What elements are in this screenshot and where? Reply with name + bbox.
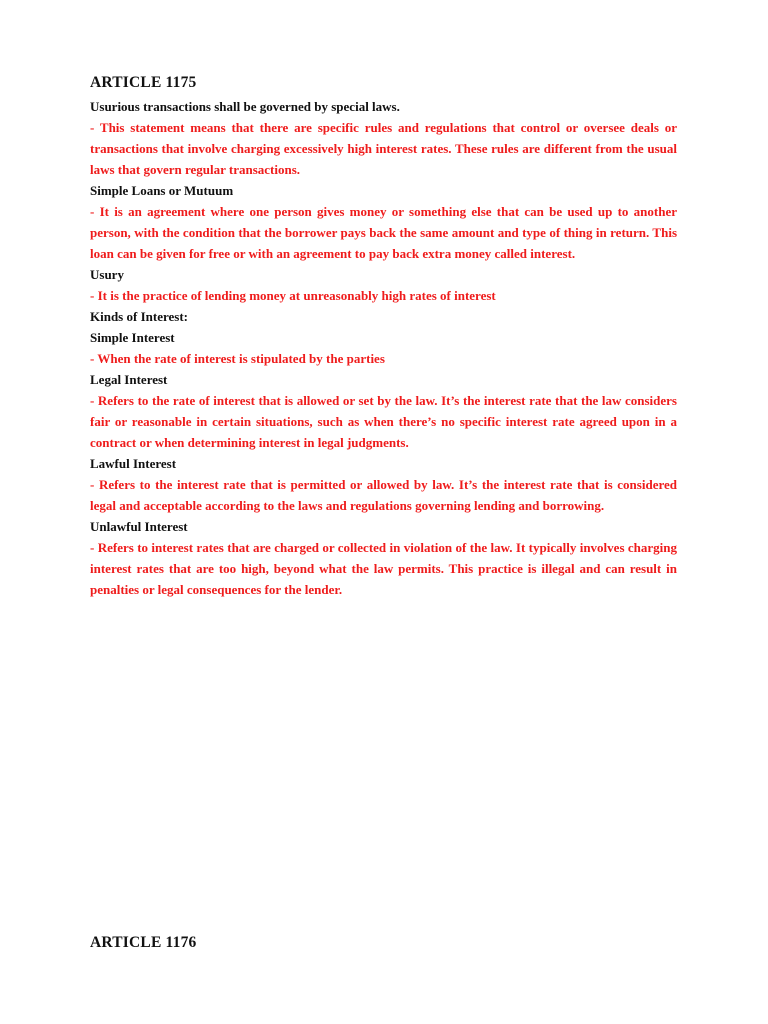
entry-description: - When the rate of interest is stipulated by the parties: [90, 351, 385, 366]
entry-description: - Refers to the rate of interest that is allowed or set by the law. It’s the interest rate that the law considers fair or reasonable in certain situations, such as when there’s no specific interest rate agreed upon in a contract or when determining interest in legal judgments.: [90, 393, 677, 450]
entry-heading: Usurious transactions shall be governed by special laws.: [90, 99, 400, 114]
entry-description: - Refers to interest rates that are charged or collected in violation of the law. It typically involves charging interest rates that are too high, beyond what the law permits. This practice is illegal and can result in penalties or legal consequences for the lender.: [90, 540, 677, 597]
entry-heading: Unlawful Interest: [90, 519, 188, 534]
entry-heading: Simple Interest: [90, 330, 175, 345]
entry-legal-interest: [90, 369, 677, 453]
entry-simple-loans: [90, 180, 677, 264]
entry-unlawful-interest: [90, 516, 677, 600]
entry-usurious-transactions: [90, 96, 677, 180]
entry-lawful-interest: [90, 453, 677, 516]
entry-description: - It is the practice of lending money at unreasonably high rates of interest: [90, 288, 496, 303]
entry-heading: Usury: [90, 267, 124, 282]
entry-description: - This statement means that there are specific rules and regulations that control or oversee deals or transactions that involve charging excessively high interest rates. These rules are different from the usual laws that govern regular transactions.: [90, 120, 677, 177]
next-article-title: ARTICLE 1176: [90, 934, 197, 951]
entry-heading: Simple Loans or Mutuum: [90, 183, 234, 198]
entry-usury: [90, 264, 677, 306]
entry-kinds-of-interest: [90, 306, 677, 327]
entry-heading: Legal Interest: [90, 372, 168, 387]
entry-simple-interest: [90, 327, 677, 369]
entry-heading: Lawful Interest: [90, 456, 177, 471]
entry-description: - Refers to the interest rate that is permitted or allowed by law. It’s the interest rate that is considered legal and acceptable according to the laws and regulations governing lending and borrowing.: [90, 477, 677, 513]
entry-heading: Kinds of Interest:: [90, 309, 188, 324]
article-title: ARTICLE 1175: [90, 74, 197, 91]
entry-description: - It is an agreement where one person gives money or something else that can be used up to another person, with the condition that the borrower pays back the same amount and type of thing in return. This loan can be given for free or with an agreement to pay back extra money called interest.: [90, 204, 677, 261]
article-1175-section: [90, 72, 677, 600]
